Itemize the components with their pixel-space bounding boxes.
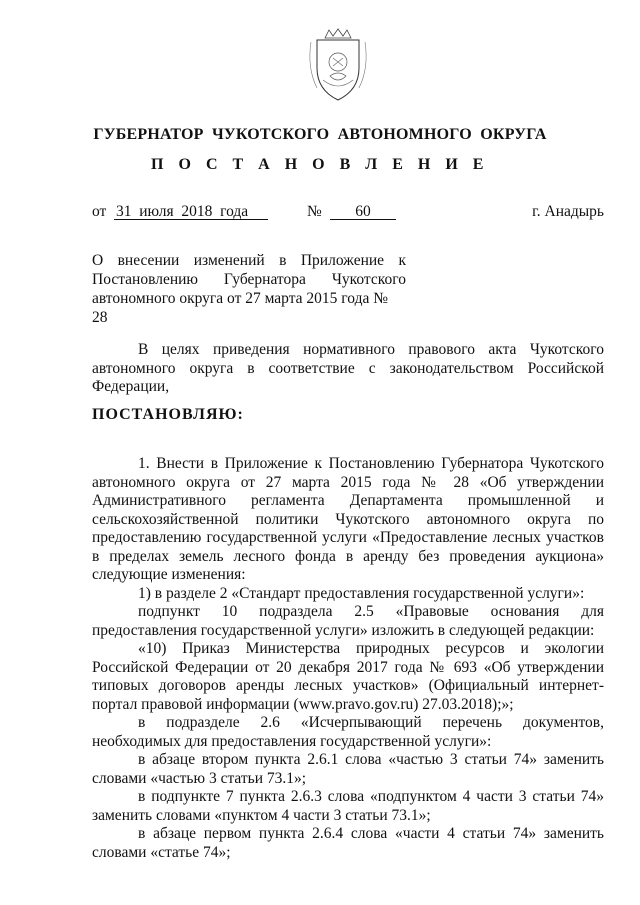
number-field — [330, 203, 396, 221]
paragraph-4: «10) Приказ Министерства природных ресурсов и экологии Российской Федерации от 20 декабря 2017 года № 693 «Об утверждении типовых договоров аренды лесных участков» (Официальный интернет-портал правовой информации (www.pravo.gov.ru) 27.03.2018);»; — [92, 640, 604, 713]
paragraph-7: в подпункте 7 пункта 2.6.3 слова «подпунктом 4 части 3 статьи 74» заменить словами «пунктом 4 части 3 статьи 73.1»; — [92, 788, 604, 824]
subject-line-2: Постановлению Губернатора Чукотского — [92, 271, 406, 288]
preamble-text: В целях приведения нормативного правового акта Чукотского автономного округа в соответствие с законодательством Российской Федерации, — [92, 341, 604, 395]
resolve-heading: ПОСТАНОВЛЯЮ: — [92, 406, 244, 423]
number-value: 60 — [330, 204, 396, 220]
coat-of-arms-emblem — [303, 28, 373, 104]
coat-of-arms-icon — [303, 28, 373, 104]
document-type: П О С Т А Н О В Л Е Н И Е — [151, 156, 489, 173]
preamble — [92, 341, 604, 397]
paragraph-2: 1) в разделе 2 «Стандарт предоставления государственной услуги»: — [138, 584, 585, 602]
date-field — [114, 203, 266, 221]
document-body — [92, 455, 604, 862]
place: г. Анадырь — [532, 203, 604, 220]
number-sign: № — [307, 203, 322, 220]
paragraph-1: 1. Внести в Приложение к Постановлению Губернатора Чукотского автономного округа от 27 марта 2015 года № 28 «Об утверждении Административного регламента Департамента промышленной и сельскохозяйственной политики Чукотского автономного округа по предоставлению государственной услуги «Предоставление лесных участков в пределах земель лесного фонда в аренду без проведения аукциона» следующие изменения: — [92, 455, 604, 583]
paragraph-5: в подразделе 2.6 «Исчерпывающий перечень документов, необходимых для предоставления государственной услуги»: — [92, 714, 604, 750]
date-value: 31 июля 2018 года — [114, 204, 268, 220]
paragraph-6: в абзаце втором пункта 2.6.1 слова «частью 3 статьи 74» заменить словами «частью 3 статьи 73.1»; — [92, 751, 604, 787]
paragraph-3: подпункт 10 подраздела 2.5 «Правовые основания для предоставления государственной услуги» изложить в следующей редакции: — [92, 603, 604, 639]
subject-line-3: автономного округа от 27 марта 2015 года № 28 — [92, 290, 389, 326]
paragraph-8: в абзаце первом пункта 2.6.4 слова «части 4 статьи 74» заменить словами «статье 74»; — [92, 825, 604, 861]
issuing-authority: ГУБЕРНАТОР ЧУКОТСКОГО АВТОНОМНОГО ОКРУГА — [93, 126, 547, 143]
document-subject — [92, 251, 406, 327]
subject-line-1: О внесении изменений в Приложение к — [92, 252, 406, 269]
date-prefix: от — [92, 203, 107, 220]
